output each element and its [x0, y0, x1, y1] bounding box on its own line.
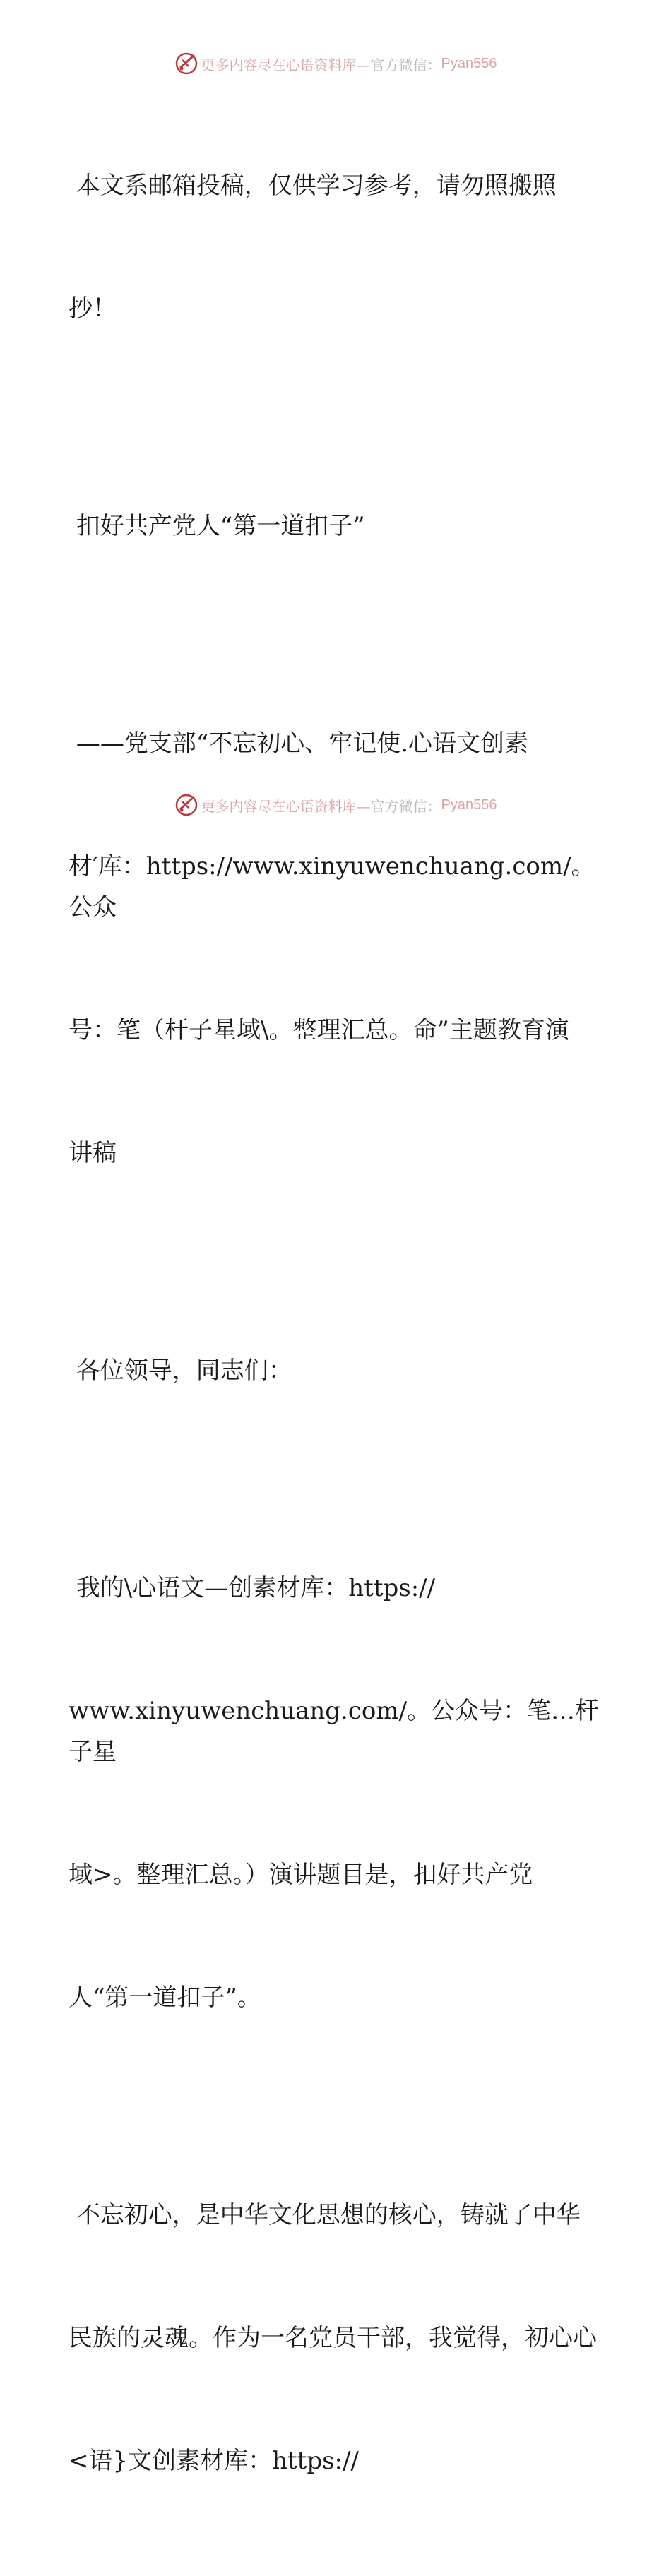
brush-logo-icon [174, 793, 198, 817]
text-line: ——党支部“不忘初心、牢记使.心语文创素 [69, 729, 529, 758]
banner-text: 更多内容尽在心语资料库— [201, 797, 371, 815]
text-line: 人“第一道扣子”。 [69, 1984, 261, 2012]
banner-wechat-id: Pyan556 [441, 797, 497, 813]
banner-label: 官方微信： [370, 797, 441, 815]
banner-label: 官方微信： [370, 56, 441, 73]
text-line: <语}文创素材库：https:// [69, 2447, 359, 2475]
text-line: 材′库：https://www.xinyuwenchuang.com/。公众 [69, 852, 595, 922]
header-watermark-banner [0, 49, 671, 78]
brush-logo-icon [174, 52, 198, 76]
text-line: 本文系邮箱投稿，仅供学习参考，请勿照搬照 [69, 172, 557, 200]
text-line: 我的\心语文—创素材库：https:// [69, 1574, 436, 1602]
paragraph-intro [69, 1486, 605, 2100]
footer-watermark-banner [0, 791, 671, 819]
text-line: 域>。整理汇总。）演讲题目是，扣好共产党 [69, 1861, 533, 1889]
text-line: 抄！ [69, 294, 117, 323]
paragraph-greeting [69, 1268, 605, 1473]
text-line: www.xinyuwenchuang.com/。公众号：笔…杆子星 [69, 1697, 600, 1766]
text-line: 民族的灵魂。作为一名党员干部，我觉得，初心心 [69, 2324, 597, 2352]
text-line: 各位领导，同志们： [69, 1356, 292, 1385]
text-line: 号：笔（杆子星域\。整理汇总。命”主题教育演 [69, 1016, 569, 1044]
document-body [69, 83, 605, 2576]
paragraph-body [69, 2113, 605, 2563]
text-line: 扣好共产党人“第一道扣子” [69, 512, 365, 540]
paragraph-disclaimer [69, 83, 605, 411]
banner-wechat-id: Pyan556 [441, 55, 497, 71]
document-title [69, 424, 605, 628]
text-line: 讲稿 [69, 1139, 117, 1167]
banner-text: 更多内容尽在心语资料库— [201, 56, 371, 73]
text-line: 不忘初心，是中华文化思想的核心，铸就了中华 [69, 2201, 581, 2229]
document-subtitle [69, 641, 605, 1256]
